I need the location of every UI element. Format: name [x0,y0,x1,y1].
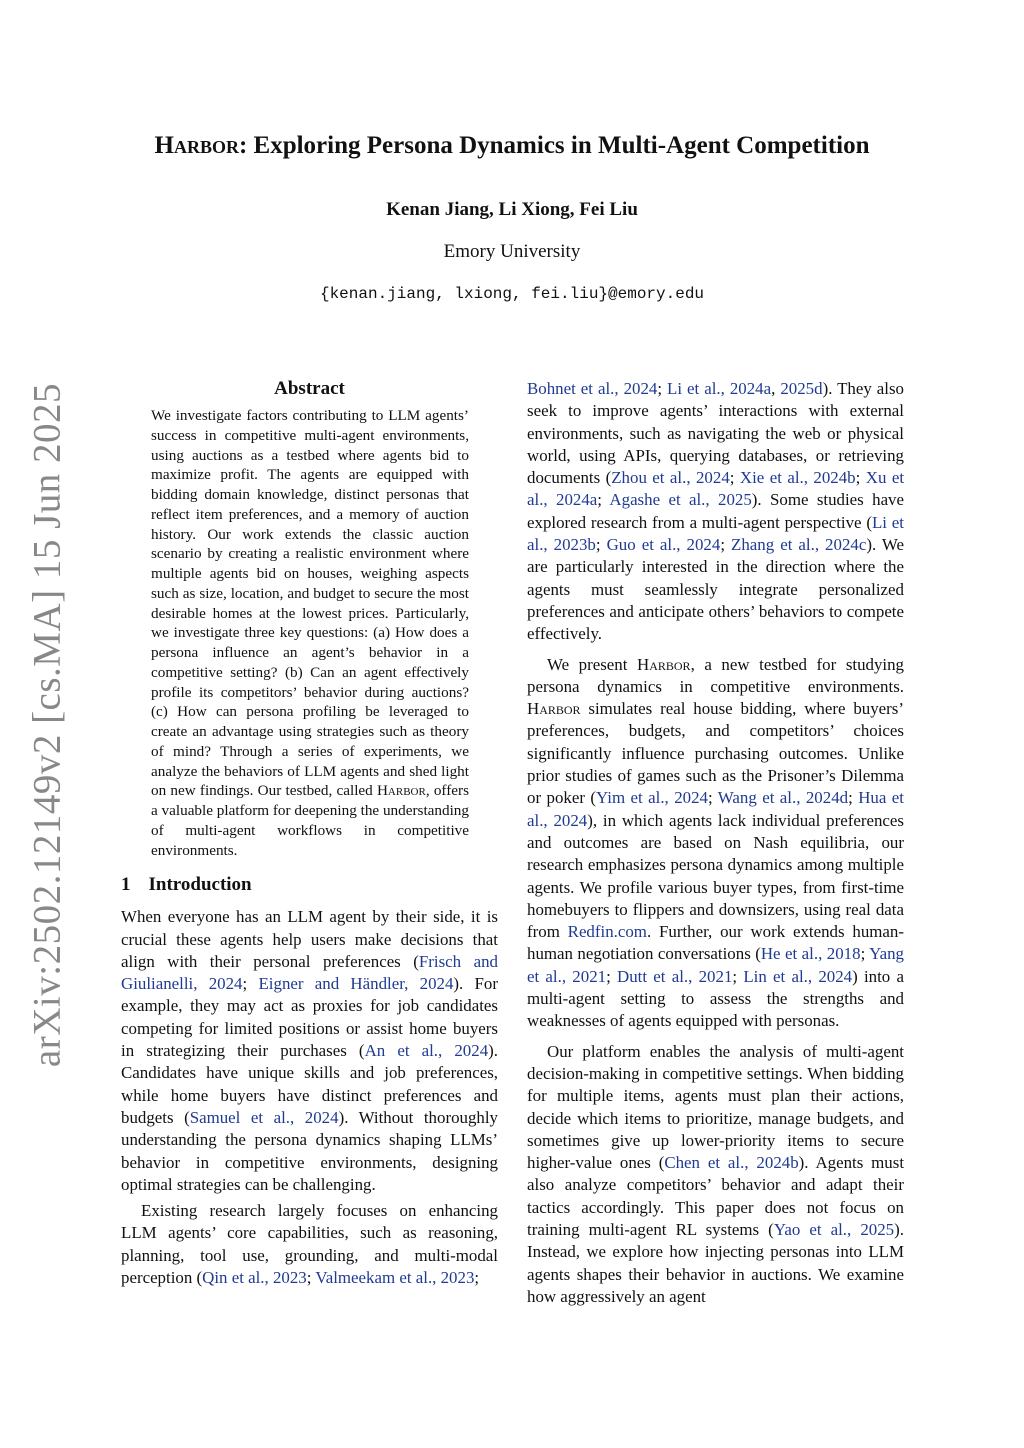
intro-paragraph-1 [121,906,498,1196]
citation-link[interactable]: Zhou et al., 2024 [611,468,730,488]
text: ; [474,1268,480,1287]
citation-link[interactable]: Yang et al., 2021 [527,944,904,986]
title-rest: : Exploring Persona Dynamics in Multi-Agent Competition [238,132,870,159]
text: ). Instead, we explore how injecting personas into LLM agents shapes their behavior in auctions. We examine how aggressively an agent [527,1219,904,1306]
abstract-heading: Abstract [274,378,345,399]
citation-link[interactable]: Li et al., 2023b [527,512,904,555]
citation-link[interactable]: Xu et al., 2024a [527,468,905,510]
citation-link[interactable]: Li et al., 2024a [667,379,772,398]
text: , [771,379,781,398]
system-name: Harbor [527,699,581,719]
citation-link[interactable]: Eigner and Händler, 2024 [258,974,454,994]
left-column [121,378,498,1289]
text: Existing research largely focuses on enhancing LLM agents’ core capabilities, such as reasoning, planning, tool use, grounding, and multi-modal perception ( [121,1201,498,1287]
citation-link[interactable]: Hua et al., 2024 [527,788,904,830]
citation-link[interactable]: Samuel et al., 2024 [189,1107,339,1127]
affiliation: Emory University [443,241,581,262]
text: ). They also seek to improve agents’ interactions with external environments, such as navigating the web or physical world, using APIs, querying databases, or retrieving documents ( [527,379,905,488]
citation-link[interactable]: Qin et al., 2023 [202,1268,307,1287]
text: ; [606,966,618,986]
citation-link[interactable]: He et al., 2018 [760,944,861,964]
citation-link[interactable]: Bohnet et al., 2024 [527,379,658,398]
text: ; [597,490,610,510]
text: ; [732,966,744,986]
abstract-body-text: We investigate factors contributing to LLM agents’ success in competitive multi-agent environments, using auctions as a testbed where agents bid to maximize profit. The agents are equipped with bidding domain knowledge, distinct personas that reflect item preferences, and a memory of auction history. Our work extends the classic auction scenario by creating a realistic environment where multiple agents bid on houses, weighing aspects such as size, location, and budget to secure the most desirable homes at the lowest prices. Particularly, we investigate three key questions: (a) How does a persona influence an agent’s behavior in a competitive setting? (b) Can an agent effectively profile its competitors’ behavior during auctions? (c) How can persona profiling be leveraged to create an advantage using strategies such as theory of mind? Through a series of experiments, we analyze the behaviors of LLM agents and shed light on new findings. Our testbed, called [151,407,469,800]
text: ; [860,944,870,964]
text: ; [729,468,740,488]
right-paragraph-1 [527,378,904,646]
text: ; [855,468,866,488]
right-paragraph-2 [527,654,904,1033]
text: ; [306,1268,316,1287]
arxiv-identifier: arXiv:2502.12149v2 [cs.MA] 15 Jun 2025 [25,382,69,1068]
paper-title [0,130,1024,162]
title-system-name: Harbor [154,132,239,159]
citation-link[interactable]: Xie et al., 2024b [739,468,856,488]
citation-link[interactable]: An et al., 2024 [364,1041,489,1061]
citation-link[interactable]: 2025d [780,379,823,398]
citation-link[interactable]: Yao et al., 2025 [773,1219,895,1239]
citation-link[interactable]: Zhang et al., 2024c [731,535,867,555]
text: ; [720,535,732,555]
text: ), in which agents lack individual preferences and outcomes are based on Nash equilibria, our research emphasizes persona dynamics among multiple agents. We profile various buyer types, from first-time homebuyers to flippers and downsizers, using real data from [527,810,904,942]
text: ; [848,788,859,808]
text: ). Candidates have unique skills and job preferences, while home buyers have distinct preferences and budgets ( [121,1041,499,1127]
author-list: Kenan Jiang, Li Xiong, Fei Liu [386,199,638,220]
text: . Further, our work extends human-human negotiation conversations ( [527,922,904,964]
citation-link[interactable]: Yim et al., 2024 [596,788,708,808]
citation-link[interactable]: Valmeekam et al., 2023 [315,1268,475,1287]
section-title: Introduction [148,874,252,896]
citation-link[interactable]: Chen et al., 2024b [664,1153,799,1173]
text: ; [242,974,259,994]
text: ; [657,379,668,398]
text: ). Some studies have explored research from a multi-agent perspective ( [527,490,905,532]
text: ). We are particularly interested in the direction where the agents must seamlessly integrate personalized preferences and anticipate others’ behaviors to compete effectively. [527,535,904,644]
section-heading-introduction [121,874,498,896]
citation-link[interactable]: Lin et al., 2024 [743,966,853,986]
text: ). Without thoroughly understanding the persona dynamics shaping LLMs’ behavior in competitive environments, designing optimal strategies can be challenging. [121,1107,498,1194]
abstract-text [151,406,469,860]
redfin-link[interactable]: Redfin.com [567,922,647,942]
abstract-body-end: , offers a valuable platform for deepening the understanding of multi-agent workflows in competitive environments. [151,782,469,859]
text: , a new testbed for studying persona dynamics in competitive environments. [527,654,904,696]
right-column [527,378,904,1308]
text: ). Agents must also analyze competitors’ behavior and adapt their tactics accordingly. This paper does not focus on training multi-agent RL systems ( [527,1153,905,1239]
text: ) into a multi-agent setting to assess the strengths and weaknesses of agents equipped with personas. [527,966,904,1031]
right-paragraph-3 [527,1041,904,1309]
citation-link[interactable]: Agashe et al., 2025 [609,490,752,510]
citation-link[interactable]: Wang et al., 2024d [717,788,849,808]
text: ; [595,535,607,555]
system-name: Harbor [637,654,691,674]
abstract-testbed-name: Harbor [376,782,426,800]
text: ). For example, they may act as proxies for job candidates competing for limited positions or assist home buyers in strategizing their purchases ( [121,974,498,1061]
citation-link[interactable]: Guo et al., 2024 [606,535,721,555]
text: ; [707,788,718,808]
citation-link[interactable]: Frisch and Giulianelli, 2024 [121,951,498,994]
citation-link[interactable]: Dutt et al., 2021 [617,966,733,986]
text: Our platform enables the analysis of multi-agent decision-making in competitive settings. When bidding for multiple items, agents must plan their actions, decide which items to prioritize, manage budgets, and sometimes give up lower-priority items to secure higher-value ones ( [527,1041,904,1173]
section-number: 1 [121,874,131,896]
text: simulates real house bidding, where buyers’ preferences, budgets, and competitors’ choices significantly influence purchasing outcomes. Unlike prior studies of games such as the Prisoner’s Dilemma or poker ( [527,699,904,808]
text: When everyone has an LLM agent by their side, it is crucial these agents help users make decisions that align with their personal preferences ( [121,907,498,971]
intro-paragraph-2 [121,1200,498,1289]
text: We present [547,654,638,674]
author-emails: {kenan.jiang, lxiong, fei.liu}@emory.edu [319,285,705,303]
